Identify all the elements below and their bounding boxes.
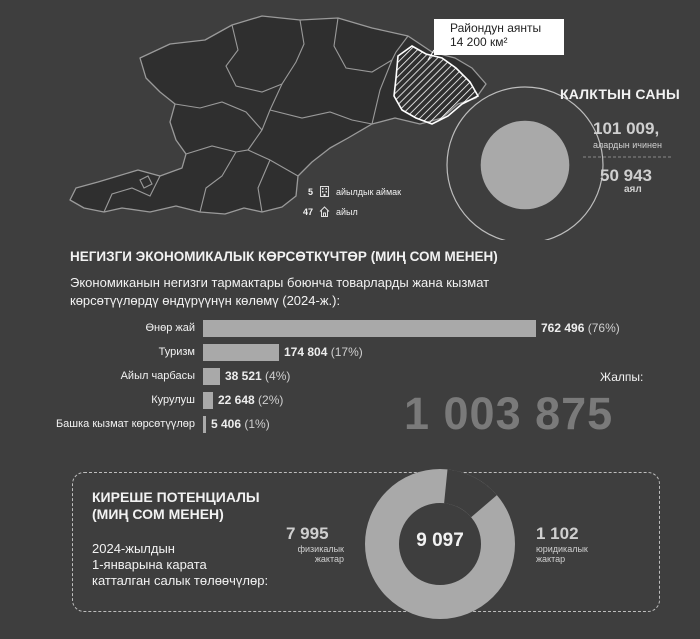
legend-ayil-label: айыл [336, 206, 358, 217]
revenue-legal-label [536, 544, 588, 564]
house-icon [319, 206, 330, 217]
revenue-physical-value: 7 995 [286, 524, 329, 543]
callout-line-1: Райондун аянты [450, 21, 542, 35]
bar [203, 416, 206, 433]
bar-value: 38 521 [225, 369, 262, 383]
building-icon [319, 186, 330, 197]
callout-line-2: 14 200 км² [450, 35, 508, 49]
highlighted-district [394, 46, 478, 124]
revenue-legal-label-2: жактар [536, 554, 566, 564]
bar-value-label [225, 369, 290, 383]
legend-ayil-count: 47 [302, 206, 313, 217]
revenue-physical-label-2: жактар [314, 554, 344, 564]
revenue-physical-label [278, 544, 344, 564]
bar-value: 762 496 [541, 321, 585, 335]
revenue-description [92, 541, 268, 589]
revenue-title-line-2: (МИҢ СОМ МЕНЕН) [92, 506, 224, 522]
bar [203, 368, 220, 385]
revenue-legal-value: 1 102 [536, 524, 579, 543]
revenue-legal-label-1: юридикалык [536, 544, 588, 554]
bar-percent: (4%) [261, 369, 291, 383]
bar-percent: (17%) [327, 345, 363, 359]
bar-value-label [211, 417, 270, 431]
bar-percent: (76%) [584, 321, 620, 335]
bar-category-label: Айыл чарбасы [120, 370, 195, 382]
revenue-title-line-1: КИРЕШЕ ПОТЕНЦИАЛЫ [92, 489, 260, 505]
bar-value: 22 648 [218, 393, 255, 407]
bar-percent: (2%) [254, 393, 284, 407]
revenue-title [92, 489, 260, 523]
bar-category-label: Өнөр жай [145, 322, 195, 334]
bar-value-label [541, 321, 620, 335]
bar-percent: (1%) [241, 417, 270, 431]
legend-aimak-count: 5 [307, 186, 313, 197]
revenue-total: 9 097 [416, 530, 464, 551]
population-title: КАЛКТЫН САНЫ [560, 86, 680, 102]
bar-value-label [284, 345, 363, 359]
bar-category-label: Башка кызмат көрсөтүүлөр [55, 418, 195, 430]
revenue-physical-label-1: физикалык [297, 544, 344, 554]
district-area-callout [434, 19, 564, 55]
population-women-label: аял [624, 184, 642, 195]
legend-aimak [299, 186, 401, 197]
population-women-circle [481, 121, 570, 210]
bar-value: 5 406 [211, 417, 242, 431]
economy-subtitle: Экономиканын негизги тармактары боюнча товарларды жана кызмат көрсөтүүлөрдү өндүрүүнүн көлөмү (2024-ж.): [70, 275, 490, 308]
economy-total-label: Жалпы: [600, 370, 644, 384]
population-total: 101 009, [593, 119, 660, 138]
revenue-desc-line-1: 2024-жылдын [92, 541, 175, 556]
legend-ayil [299, 206, 358, 217]
population-women: 50 943 [600, 166, 652, 185]
bar-category-label: Туризм [158, 346, 195, 358]
bar [203, 344, 279, 361]
economy-title: НЕГИЗГИ ЭКОНОМИКАЛЫК КӨРСӨТКҮЧТӨР (МИҢ СОМ МЕНЕН) [70, 249, 498, 264]
economy-total-value: 1 003 875 [404, 388, 614, 439]
revenue-desc-line-3: катталган салык төлөөчүлөр: [92, 573, 269, 588]
population-total-sub: алардын ичинен [593, 140, 662, 150]
bar-value: 174 804 [284, 345, 328, 359]
bar-category-label: Курулуш [151, 394, 195, 406]
bar-value-label [218, 393, 283, 407]
legend-aimak-label: айылдык аймак [336, 186, 402, 197]
bar [203, 392, 213, 409]
donut-legal-segment [446, 486, 484, 506]
bar [203, 320, 536, 337]
revenue-desc-line-2: 1-январына карата [92, 557, 207, 572]
